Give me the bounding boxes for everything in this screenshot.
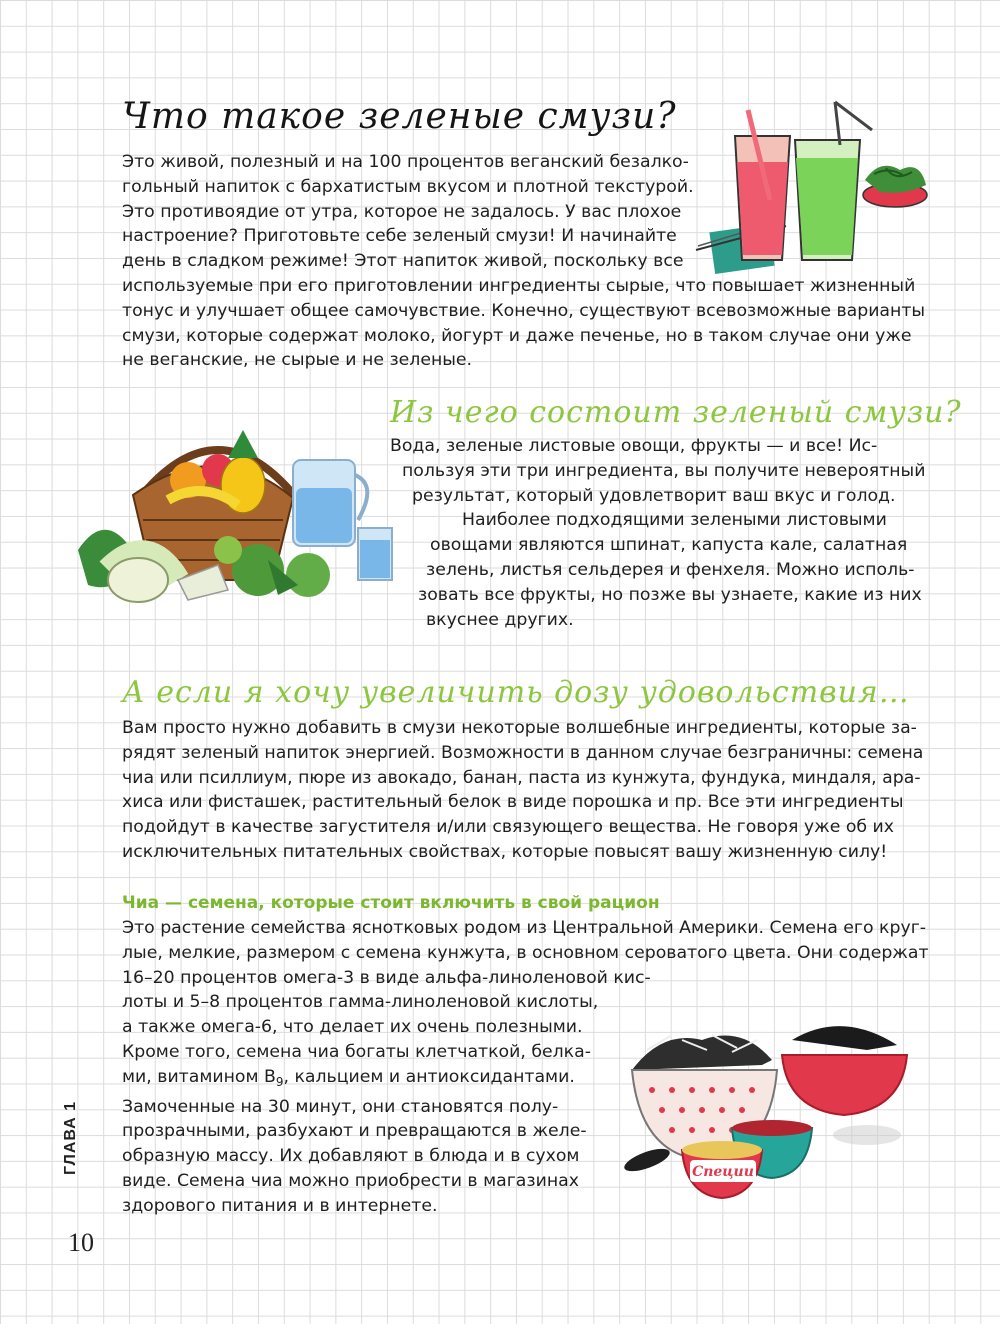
text-line: Кроме того, семена чиа богаты клетчаткой, белка- — [122, 1041, 591, 1062]
smoothie-glasses-illustration — [690, 100, 940, 280]
vitamin-subscript: 9 — [275, 1074, 284, 1089]
text-line: овощами являются шпинат, капуста кале, салатная — [430, 535, 908, 556]
text-line: исключительных питательных свойствах, которые повысят вашу жизненную силу! — [122, 841, 888, 862]
text-line: результат, который удовлетворит ваш вкус и голод. — [412, 485, 896, 506]
text-line: рядят зеленый напиток энергией. Возможности в данном случае безграничны: семена — [122, 742, 924, 763]
text-line: здорового питания и в интернете. — [122, 1195, 438, 1216]
text-line: чиа или псиллиум, пюре из авокадо, банан, паста из кунжута, фундука, миндаля, ара- — [122, 767, 921, 788]
text-line: день в сладком режиме! Этот напиток живой, поскольку все — [122, 251, 684, 272]
text-line: лоты и 5–8 процентов гамма-линоленовой кислоты, — [122, 992, 599, 1013]
vitamin-text-after: , кальцием и антиоксидантами. — [283, 1066, 575, 1087]
section-title-more-pleasure: А если я хочу увеличить дозу удовольствия… — [122, 675, 910, 710]
text-line: не веганские, не сырые и не зеленые. — [122, 350, 473, 371]
page-number: 10 — [68, 1228, 94, 1257]
text-line: Замоченные на 30 минут, они становятся полу- — [122, 1096, 559, 1117]
text-line: зовать все фрукты, но позже вы узнаете, какие из них — [418, 584, 922, 605]
text-line: настроение? Приготовьте себе зеленый смузи! И начинайте — [122, 226, 677, 247]
text-line: Это растение семейства яснотковых родом из Центральной Америки. Семена его круг- — [122, 918, 927, 938]
text-line: используемые при его приготовлении ингредиенты сырые, что повышает жизненный — [122, 275, 916, 296]
text-line: хиса или фисташек, растительный белок в виде порошка и пр. Все эти ингредиенты — [122, 792, 904, 813]
text-line: а также омега-6, что делает их очень полезными. — [122, 1017, 583, 1038]
text-line: прозрачными, разбухают и превращаются в желе- — [122, 1121, 587, 1142]
text-line: Это противоядие от утра, которое не задалось. У вас плохое — [122, 201, 682, 222]
text-line: Это живой, полезный и на 100 процентов веганский безалко- — [122, 152, 689, 172]
text-line: смузи, которые содержат молоко, йогурт и даже печенье, но в таком случае они уже — [122, 325, 912, 346]
text-line: вкуснее других. — [426, 609, 574, 630]
text-line: подойдут в качестве загустителя и/или связующего вещества. Не говоря уже об их — [122, 817, 895, 838]
text-line: лые, мелкие, размером с семена кунжута, в основном сероватого цвета. Они содержат — [122, 942, 929, 963]
text-line: Вам просто нужно добавить в смузи некоторые волшебные ингредиенты, которые за- — [122, 718, 917, 738]
text-line: Вода, зеленые листовые овощи, фрукты — и все! Ис- — [390, 436, 878, 456]
text-line: гольный напиток с бархатистым вкусом и плотной текстурой. — [122, 176, 694, 197]
text-line: 16–20 процентов омега-3 в виде альфа-линоленовой кис- — [122, 967, 651, 988]
section3-paragraph — [122, 716, 922, 865]
section-title-ingredients: Из чего состоит зеленый смузи? — [390, 395, 962, 430]
subsection-title-chia: Чиа — семена, которые стоит включить в свой рацион — [122, 893, 660, 913]
text-line: пользуя эти три ингредиента, вы получите невероятный — [402, 460, 926, 481]
seed-bowls-illustration — [612, 1010, 912, 1210]
section-title-what-are-green-smoothies: Что такое зеленые смузи? — [122, 96, 677, 137]
chapter-label: ГЛАВА 1 — [62, 1100, 80, 1176]
text-line: виде. Семена чиа можно приобрести в магазинах — [122, 1170, 579, 1191]
chapter-tab — [51, 1093, 91, 1183]
text-line: тонус и улучшает общее самочувствие. Конечно, существуют всевозможные варианты — [122, 300, 926, 321]
text-line: зелень, листья сельдерея и фенхеля. Можно исполь- — [426, 559, 915, 580]
section2-paragraph — [390, 434, 930, 632]
text-line: Наиболее подходящими зелеными листовыми — [462, 510, 887, 531]
text-line: образную массу. Их добавляют в блюда и в сухом — [122, 1146, 580, 1167]
fruit-basket-illustration — [68, 410, 398, 610]
vitamin-text-before: ми, витамином B — [122, 1066, 276, 1087]
spices-label: Специи — [692, 1164, 754, 1180]
